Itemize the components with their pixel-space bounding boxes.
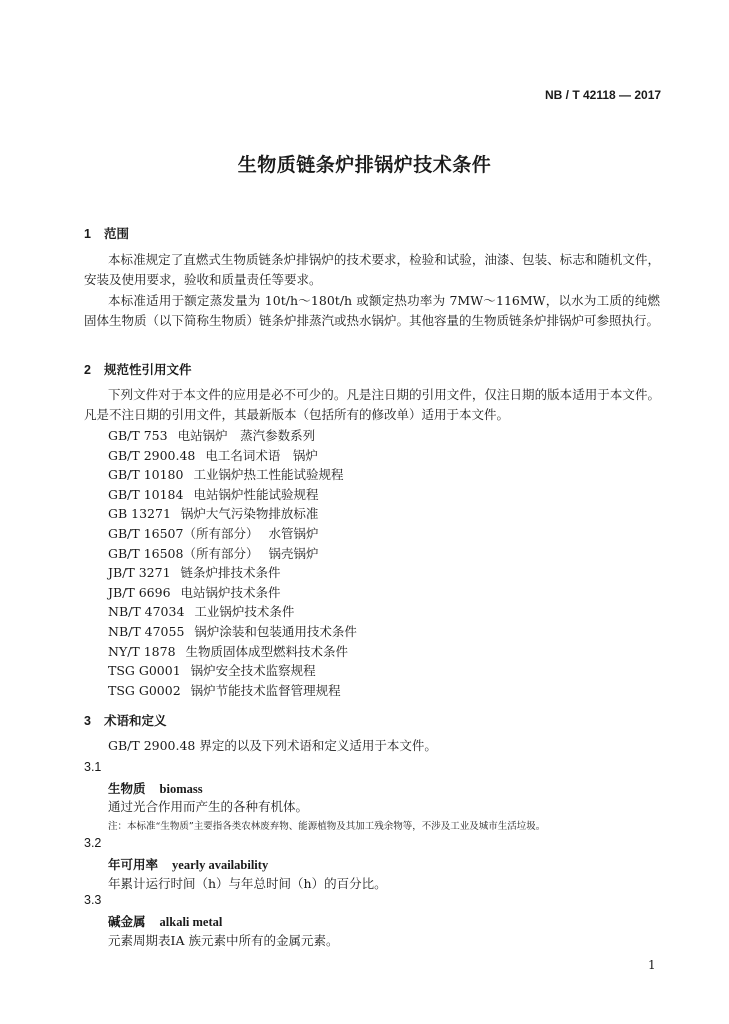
term-number: 3.1 xyxy=(84,760,102,774)
term-definition: 年累计运行时间（h）与年总时间（h）的百分比。 xyxy=(108,876,387,891)
section-title: 规范性引用文件 xyxy=(104,363,192,377)
term-name xyxy=(108,855,268,873)
section-title: 术语和定义 xyxy=(104,714,167,728)
reference-item xyxy=(108,544,357,564)
reference-item xyxy=(108,426,357,446)
section-1-heading xyxy=(84,224,129,242)
reference-code: JB/T 3271 xyxy=(108,565,171,581)
reference-item xyxy=(108,524,357,544)
reference-title: 锅炉涂装和包装通用技术条件 xyxy=(194,623,357,639)
reference-title: 锅炉节能技术监督管理规程 xyxy=(190,682,341,698)
reference-code: TSG G0002 xyxy=(108,682,181,698)
reference-item xyxy=(108,563,357,583)
reference-title: 锅壳锅炉 xyxy=(268,545,319,561)
term-number: 3.2 xyxy=(84,836,102,850)
term-name-en: alkali metal xyxy=(159,915,223,929)
reference-code: GB/T 16507（所有部分） xyxy=(108,525,259,541)
reference-title: 生物质固体成型燃料技术条件 xyxy=(185,643,349,659)
normative-intro: 下列文件对于本文件的应用是必不可少的。凡是注日期的引用文件，仅注日期的版本适用于本文件。凡是不注日期的引用文件，其最新版本（包括所有的修改单）适用于本文件。 xyxy=(84,387,660,422)
reference-item xyxy=(108,602,357,622)
reference-item xyxy=(108,583,357,603)
reference-item xyxy=(108,504,357,524)
term-note: 注：本标准“生物质”主要指各类农林废弃物、能源植物及其加工残余物等，不涉及工业及城市生活垃圾。 xyxy=(108,821,546,832)
reference-code: JB/T 6696 xyxy=(108,584,171,600)
reference-item xyxy=(108,622,357,642)
scope-paragraph-2: 本标准适用于额定蒸发量为 10t/h～180t/h 或额定热功率为 7MW～116MW，以水为工质的纯燃固体生物质（以下简称生物质）链条炉排蒸汽或热水锅炉。其他容量的生物质链条炉排锅炉可参照执行。 xyxy=(84,293,660,328)
reference-code: GB/T 10184 xyxy=(108,486,184,502)
term-name-en: yearly availability xyxy=(172,858,269,872)
reference-title: 工业锅炉技术条件 xyxy=(194,604,295,620)
term-number: 3.3 xyxy=(84,893,102,907)
reference-title: 电工名词术语 锅炉 xyxy=(205,447,318,463)
term-name xyxy=(108,779,203,797)
term-name-cn: 碱金属 xyxy=(108,915,146,929)
reference-code: GB/T 10180 xyxy=(108,467,184,483)
reference-title: 锅炉大气污染物排放标准 xyxy=(180,506,319,522)
reference-code: GB/T 16508（所有部分） xyxy=(108,545,259,561)
reference-item xyxy=(108,446,357,466)
section-number: 3 xyxy=(84,714,91,728)
reference-code: GB 13271 xyxy=(108,506,171,522)
term-definition: 元素周期表ⅠA 族元素中所有的金属元素。 xyxy=(108,933,339,948)
reference-item xyxy=(108,681,357,701)
section-title: 范围 xyxy=(104,227,130,241)
reference-title: 水管锅炉 xyxy=(268,525,319,541)
document-title: 生物质链条炉排锅炉技术条件 xyxy=(237,155,492,176)
reference-item xyxy=(108,485,357,505)
section-3-heading xyxy=(84,711,167,729)
scope-paragraph-1: 本标准规定了直燃式生物质链条炉排锅炉的技术要求，检验和试验，油漆、包装、标志和随机文件，安装及使用要求，验收和质量责任等要求。 xyxy=(84,252,660,287)
reference-title: 电站锅炉技术条件 xyxy=(180,584,281,600)
reference-title: 工业锅炉热工性能试验规程 xyxy=(193,467,344,483)
section-number: 1 xyxy=(84,227,91,241)
reference-item xyxy=(108,642,357,662)
reference-title: 锅炉安全技术监察规程 xyxy=(190,663,316,679)
reference-code: TSG G0001 xyxy=(108,663,181,679)
reference-title: 电站锅炉性能试验规程 xyxy=(193,486,319,502)
term-name-cn: 生物质 xyxy=(108,782,146,796)
page-number: 1 xyxy=(648,958,656,972)
section-2-heading xyxy=(84,360,192,378)
reference-item xyxy=(108,465,357,485)
term-definition: 通过光合作用而产生的各种有机体。 xyxy=(108,799,309,814)
terms-intro: GB/T 2900.48 界定的以及下列术语和定义适用于本文件。 xyxy=(108,738,437,753)
reference-list xyxy=(108,426,357,700)
reference-title: 链条炉排技术条件 xyxy=(180,565,281,581)
reference-code: NB/T 47034 xyxy=(108,604,185,620)
term-name xyxy=(108,912,222,930)
standard-number: NB / T 42118 — 2017 xyxy=(545,88,662,102)
reference-code: NB/T 47055 xyxy=(108,623,185,639)
reference-code: GB/T 2900.48 xyxy=(108,447,196,463)
reference-code: NY/T 1878 xyxy=(108,643,176,659)
reference-title: 电站锅炉 蒸汽参数系列 xyxy=(177,428,316,443)
reference-code: GB/T 753 xyxy=(108,428,168,443)
term-name-cn: 年可用率 xyxy=(108,858,159,872)
reference-item xyxy=(108,661,357,681)
section-number: 2 xyxy=(84,363,91,377)
term-name-en: biomass xyxy=(159,782,203,796)
